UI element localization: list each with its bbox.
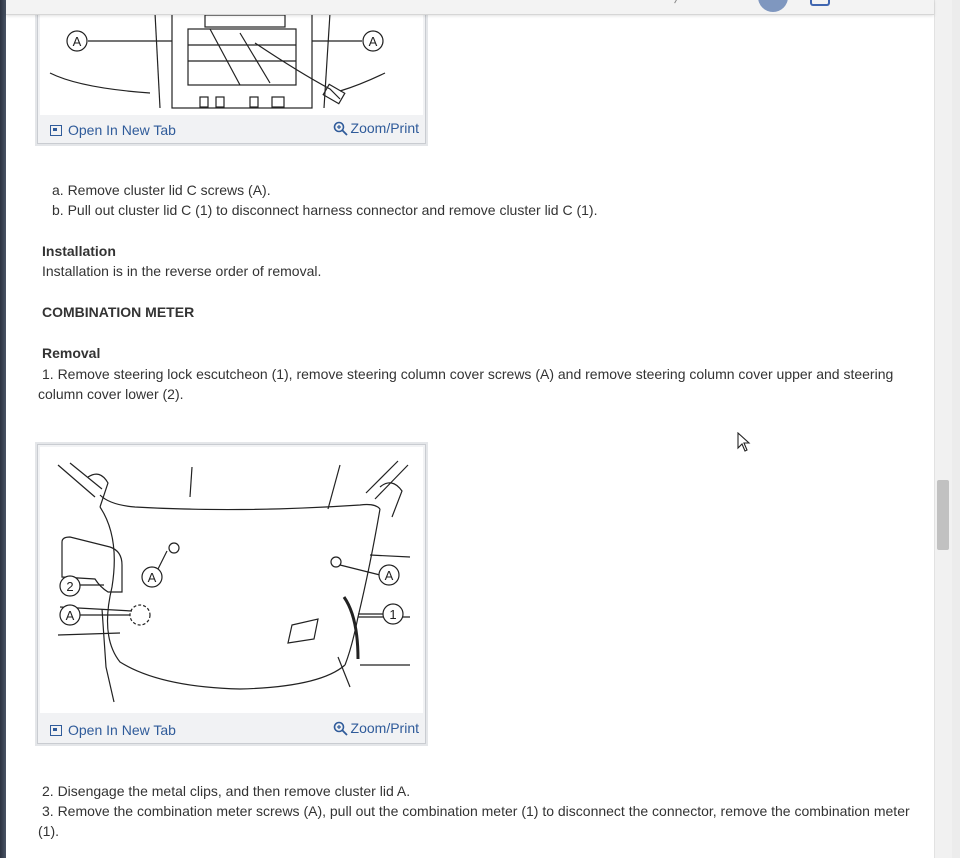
step-3: 3. Remove the combination meter screws (A), pull out the combination meter (1) to disconnect the connector, remove the combination meter (1).	[38, 803, 910, 839]
svg-text:1: 1	[389, 607, 397, 622]
svg-text:2: 2	[66, 579, 74, 594]
open-in-new-tab-label: Open In New Tab	[68, 722, 176, 738]
figure-2-links	[38, 717, 425, 743]
figure-1-image	[40, 0, 423, 115]
open-in-new-tab-label: Open In New Tab	[68, 122, 176, 138]
zoom-print-label: Zoom/Print	[350, 720, 419, 736]
figure-1-links	[38, 117, 425, 143]
figure-2-image	[40, 447, 423, 713]
toolbar-mark	[669, 0, 678, 3]
zoom-icon	[333, 121, 348, 136]
window-left-edge	[0, 0, 6, 858]
svg-text:A: A	[384, 568, 394, 583]
scrollbar-thumb[interactable]	[937, 480, 949, 550]
step-2: 2. Disengage the metal clips, and then remove cluster lid A.	[42, 783, 411, 799]
open-in-new-tab-link[interactable]	[50, 722, 176, 738]
zoom-print-link[interactable]	[333, 720, 419, 736]
svg-text:A: A	[368, 34, 378, 49]
open-in-new-tab-link[interactable]	[50, 122, 176, 138]
zoom-icon	[333, 721, 348, 736]
new-tab-icon	[50, 125, 62, 136]
top-toolbar	[6, 0, 934, 15]
removal-step-1: 1. Remove steering lock escutcheon (1), remove steering column cover screws (A) and remove steering column cover upper and steering column cover lower (2).	[38, 366, 894, 402]
svg-text:A: A	[147, 570, 157, 585]
installation-text: Installation is in the reverse order of removal.	[42, 263, 322, 279]
toolbar-icon[interactable]	[810, 0, 830, 6]
figure-1	[37, 0, 426, 144]
figure-2	[37, 444, 426, 744]
step-a: a. Remove cluster lid C screws (A).	[52, 182, 271, 198]
zoom-print-label: Zoom/Print	[350, 120, 419, 136]
avatar[interactable]	[758, 0, 788, 12]
removal-heading: Removal	[42, 345, 101, 361]
window-right-edge	[952, 0, 960, 858]
svg-text:A: A	[65, 608, 75, 623]
svg-text:A: A	[72, 34, 82, 49]
mouse-pointer-icon	[737, 432, 751, 457]
figure-2-diagram	[40, 447, 423, 713]
vertical-scrollbar[interactable]	[934, 0, 953, 858]
step-b: b. Pull out cluster lid C (1) to disconnect harness connector and remove cluster lid C (1).	[52, 202, 598, 218]
section-heading: COMBINATION METER	[42, 304, 195, 320]
new-tab-icon	[50, 725, 62, 736]
figure-1-diagram	[40, 0, 423, 115]
installation-heading: Installation	[42, 243, 116, 259]
zoom-print-link[interactable]	[333, 120, 419, 136]
